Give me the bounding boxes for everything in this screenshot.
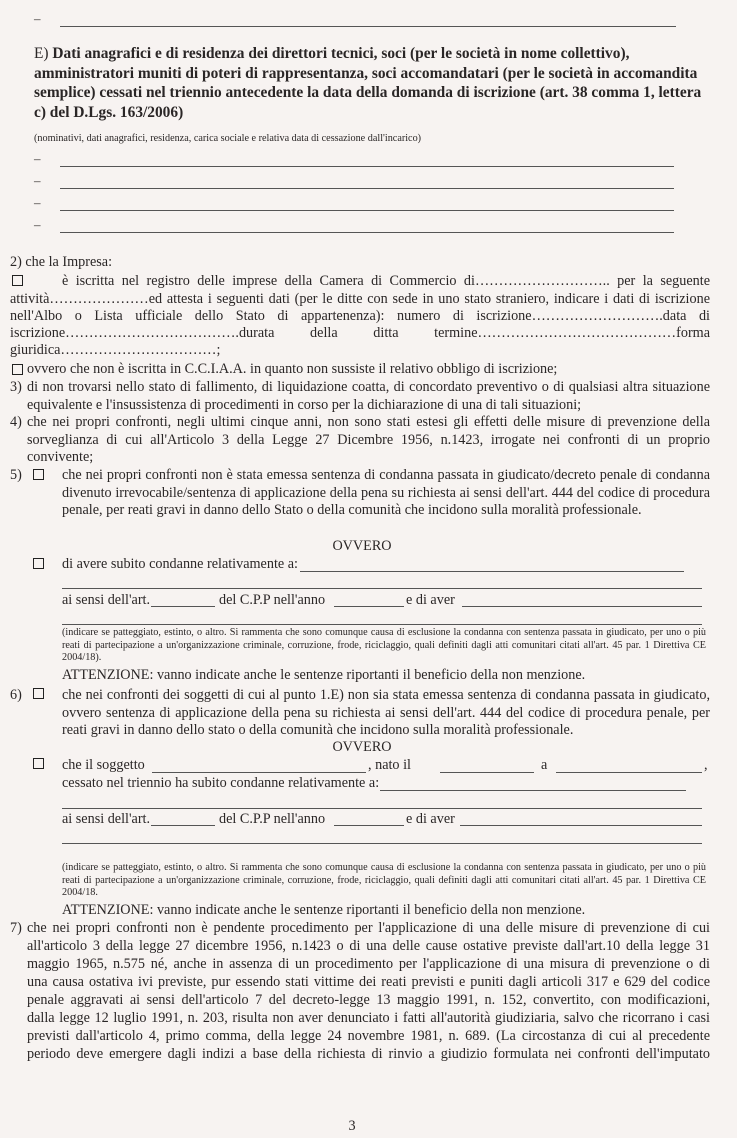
di-aver-label: e di aver (406, 811, 455, 827)
fill-line[interactable] (460, 825, 702, 826)
item-2-alt-line: ovvero che non è iscritta in C.C.I.A.A. in quanto non sussiste il relativo obbligo di iscrizione; (27, 361, 558, 377)
item-2-line: è iscritta nel registro delle imprese della Camera di Commercio di……………………….. per la seguente (62, 273, 710, 289)
fill-line[interactable] (462, 606, 702, 607)
page-number: 3 (348, 1118, 356, 1134)
fill-line[interactable] (440, 772, 534, 773)
item-6-note: (indicare se patteggiato, estinto, o altro. Si rammenta che sono comunque causa di esclusione la condanna con sentenza passata in giudicato, per uno o più reati di partecipazione a un'organizzazione criminale, corruzione, frode, riciclaggio, quali definiti dagli atti comunitari citati all'art. 45 par. 1 Direttiva CE 2004/18. (62, 862, 706, 899)
ovvero-label: OVVERO (332, 739, 392, 755)
item-2-heading: 2) che la Impresa: (10, 254, 113, 270)
item-5-text: che nei propri confronti non è stata emessa sentenza di condanna passata in giudicato/decreto penale di condanna divenuto irrevocabile/sentenza di applicazione della pena su richiesta ai sensi dell'art. 444 del codice di procedura penale, per reati gravi in danno dello Stato o della comunità che incidono sulla moralità professionale. (62, 467, 710, 519)
fill-line[interactable] (62, 843, 702, 844)
soggetto-label: che il soggetto (62, 757, 145, 773)
item-2-line: giuridica……………………………; (10, 342, 221, 358)
fill-line[interactable] (62, 624, 702, 625)
checkbox[interactable] (33, 688, 44, 699)
item-number: 3) (10, 379, 22, 395)
fill-line[interactable] (380, 790, 686, 791)
item-5-note: (indicare se patteggiato, estinto, o altro. Si rammenta che sono comunque causa di esclusione la condanna con sentenza passata in giudicato, per uno o più reati di partecipazione a un'organizzazione criminale, corruzione, frode, riciclaggio, quali definiti dagli atti comunitari citati all'art. 45 par. 1 Direttiva CE 2004/18). (62, 627, 706, 664)
item-7-line: che nei propri confronti non è pendente procedimento per l'applicazione di una delle misure di prevenzione di cui (27, 920, 710, 936)
dash-marker: – (34, 151, 41, 166)
item-7-line: dalla legge 12 luglio 1991, n. 203, risulta non aver denunciato i fatti all'autorità giudiziaria, salvo che ricorrano i casi (27, 1010, 710, 1026)
fill-line[interactable] (60, 210, 674, 211)
fill-line[interactable] (151, 825, 215, 826)
cessato-label: cessato nel triennio ha subito condanne relativamente a: (62, 775, 380, 791)
dash-marker: – (34, 195, 41, 210)
item-number: 5) (10, 467, 22, 483)
fill-line[interactable] (60, 166, 674, 167)
item-7-line: previsti dall'articolo 4, primo comma, della legge 24 novembre 1981, n. 689. (La circostanza di cui al precedente (27, 1028, 710, 1044)
fill-line[interactable] (334, 606, 404, 607)
fill-line[interactable] (152, 772, 366, 773)
checkbox[interactable] (33, 558, 44, 569)
cpp-label: del C.P.P nell'anno (219, 592, 326, 608)
ovvero-label: OVVERO (332, 538, 392, 554)
ai-sensi-label: ai sensi dell'art. (62, 811, 151, 827)
item-3-text: di non trovarsi nello stato di fallimento, di liquidazione coatta, di concordato preventivo o di qualsiasi altra situazione equivalente e l'insussistenza di procedimenti in corso per la dichiarazione di una di tali situazioni; (27, 379, 710, 413)
attenzione-text: ATTENZIONE: vanno indicate anche le sentenze riportanti il beneficio della non menzione. (62, 667, 586, 683)
dash-marker: – (34, 11, 41, 26)
di-aver-label: e di aver (406, 592, 455, 608)
nato-il-label: , nato il (368, 757, 411, 773)
fill-line[interactable] (62, 588, 702, 589)
item-6-text: che nei confronti dei soggetti di cui al punto 1.E) non sia stata emessa sentenza di condanna passata in giudicato, ovvero sentenza di applicazione della pena su richiesta ai sensi dell'art. 444 del codice di procedura penale, per reati gravi in danno dello stato o della comunità che incidono sulla moralità professionale. (62, 687, 710, 739)
fill-line[interactable] (151, 606, 215, 607)
dash-marker: – (34, 217, 41, 232)
item-number: 7) (10, 920, 22, 936)
item-2-line: nell'Albo o Lista ufficiale dello Stato di appartenenza): numero di iscrizione……………………….data di (10, 308, 710, 324)
fill-line[interactable] (60, 188, 674, 189)
comma-mark: , (704, 757, 708, 773)
ai-sensi-label: ai sensi dell'art. (62, 592, 151, 608)
fill-line[interactable] (62, 808, 702, 809)
cpp-label: del C.P.P nell'anno (219, 811, 326, 827)
item-4-text: che nei propri confronti, negli ultimi cinque anni, non sono stati estesi gli effetti delle misure di prevenzione della sorveglianza di cui all'Articolo 3 della Legge 27 Dicembre 1956, n.1423, irrogate nei confronti di un proprio convivente; (27, 414, 710, 466)
item-7-line: all'articolo 3 della legge 27 dicembre 1956, n.1423 o di una delle cause ostative previste dall'art.10 della legge 31 (27, 938, 710, 954)
checkbox[interactable] (33, 469, 44, 480)
fill-line[interactable] (334, 825, 404, 826)
section-e-heading (34, 44, 714, 122)
dash-marker: – (34, 173, 41, 188)
item-2-line: iscrizione……………………………….durata della ditta termine……………………………………forma (10, 325, 710, 341)
checkbox[interactable] (12, 364, 23, 375)
fill-line[interactable] (60, 232, 674, 233)
item-7-line: una causa ostativa ivi previste, pur essendo stati vittime dei reati previsti e puniti dagli articoli 317 e 629 del codice (27, 974, 710, 990)
fill-line[interactable] (60, 26, 676, 27)
fill-line[interactable] (300, 571, 684, 572)
item-number: 6) (10, 687, 22, 703)
fill-line[interactable] (556, 772, 702, 773)
item-2-line: attività…………………ed attesta i seguenti dati (per le ditte con sede in uno stato straniero, indicare i dati di iscrizione (10, 291, 710, 307)
item-7-line: periodo deve emergere dagli indizi a base della richiesta di rinvio a giudizio formulata nei confronti dell'imputato (27, 1046, 710, 1062)
checkbox[interactable] (12, 275, 23, 286)
condanne-label: di avere subito condanne relativamente a: (62, 556, 298, 572)
section-letter: E) (34, 45, 49, 62)
checkbox[interactable] (33, 758, 44, 769)
section-e-title: Dati anagrafici e di residenza dei direttori tecnici, soci (per le società in nome collettivo), amministratori muniti di poteri di rappresentanza, soci accomandatari (per le società in accomandita semplice) cessati nel triennio antecedente la data della domanda di iscrizione (art. 38 comma 1, lettera c) del D.Lgs. 163/2006) (34, 45, 702, 121)
item-7-line: penale aggravati ai sensi dell'articolo 7 del decreto-legge 13 maggio 1991, n. 152, convertito, con modificazioni, (27, 992, 710, 1008)
item-number: 4) (10, 414, 22, 430)
attenzione-text: ATTENZIONE: vanno indicate anche le sentenze riportanti il beneficio della non menzione. (62, 902, 586, 918)
a-label: a (541, 757, 548, 773)
section-e-note: (nominativi, dati anagrafici, residenza, carica sociale e relativa data di cessazione dall'incarico) (34, 133, 422, 144)
item-7-line: maggio 1965, n.575 né, anche in assenza di un procedimento per l'applicazione di una misura di prevenzione o di (27, 956, 710, 972)
